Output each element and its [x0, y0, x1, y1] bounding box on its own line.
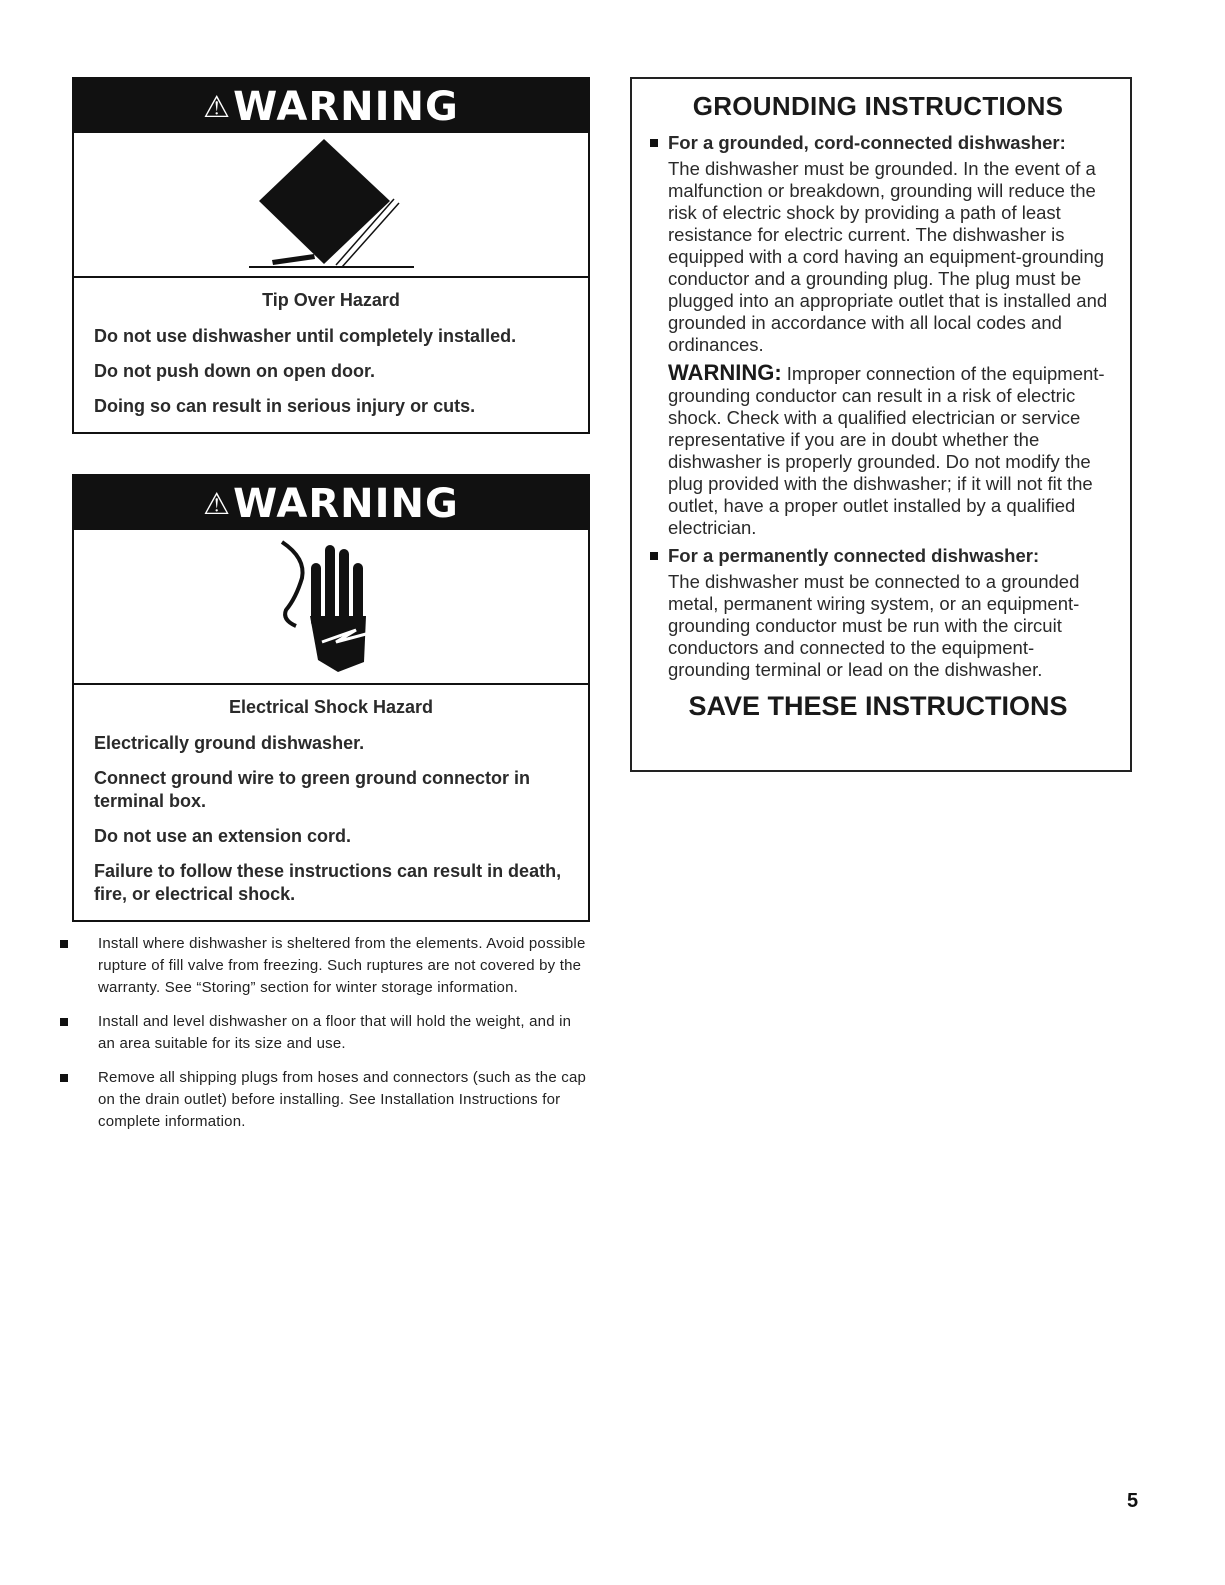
warning-label: WARNING: [668, 360, 782, 385]
warning-triangle-icon: ⚠ [203, 487, 232, 522]
electric-shock-hand-icon [74, 530, 588, 683]
warning-line: Doing so can result in serious injury or cuts. [94, 396, 476, 416]
warning-paragraph: WARNING: Improper connection of the equipment-grounding conductor can result in a risk of electric shock. Check with a qualified electrician or service representative if you are in doubt whether the dishwasher is properly grounded. Do not modify the plug provided with the dishwasher; if it will not fit the outlet, have a proper outlet installed by a qualified electrician. [668, 360, 1105, 538]
list-item: Install where dishwasher is sheltered from the elements. Avoid possible rupture of fill valve from freezing. Such ruptures are not covered by the warranty. See “Storing” section for winter storage information. [60, 933, 590, 999]
hazard-title: Tip Over Hazard [262, 290, 400, 310]
tip-over-graphic [74, 133, 588, 278]
list-item: Remove all shipping plugs from hoses and connectors (such as the cap on the drain outlet) before installing. See Installation Instructions for complete information. [60, 1067, 590, 1133]
section-body: The dishwasher must be connected to a grounded metal, permanent wiring system, or an equipment-grounding conductor must be run with the circuit conductors and connected to the equipment-grounding terminal or lead on the dishwasher. [668, 571, 1080, 680]
warning-line: Electrically ground dishwasher. [94, 733, 365, 753]
electrical-shock-warning-box [72, 474, 590, 922]
list-item: Install and level dishwasher on a floor that will hold the weight, and in an area suitable for its size and use. [60, 1011, 590, 1055]
save-instructions-label: SAVE THESE INSTRUCTIONS [688, 691, 1068, 721]
grounding-instructions-box [630, 77, 1132, 772]
bullet-square-icon [60, 1074, 68, 1082]
warning-line: Do not use dishwasher until completely installed. [94, 326, 517, 346]
warning-header: ⚠WARNING [74, 79, 588, 133]
page-number: 5 [1127, 1490, 1139, 1512]
grounding-title: GROUNDING INSTRUCTIONS [692, 91, 1064, 121]
tip-over-dishwasher-icon [74, 133, 588, 276]
warning-header: ⚠WARNING [74, 476, 588, 530]
bullet-square-icon [60, 940, 68, 948]
bullet-square-icon [650, 552, 658, 560]
electric-shock-graphic [74, 530, 588, 685]
warning-line: Do not push down on open door. [94, 361, 375, 381]
tip-over-text [74, 278, 588, 432]
hazard-title: Electrical Shock Hazard [228, 697, 434, 717]
tip-over-warning-box [72, 77, 590, 434]
bullet-square-icon [60, 1018, 68, 1026]
electric-shock-text [74, 685, 588, 920]
bullet-square-icon [650, 139, 658, 147]
installation-bullets [60, 933, 590, 1145]
section-heading: For a grounded, cord-connected dishwasher: [646, 132, 1110, 154]
warning-line: Connect ground wire to green ground connector in terminal box. [94, 768, 530, 811]
warning-triangle-icon: ⚠ [203, 90, 232, 125]
section-body: The dishwasher must be grounded. In the event of a malfunction or breakdown, grounding will reduce the risk of electric shock by providing a path of least resistance for electric current. The dishwasher is equipped with a cord having an equipment-grounding conductor and a grounding plug. The plug must be plugged into an appropriate outlet that is installed and grounded in accordance with all local codes and ordinances. [668, 158, 1108, 355]
warning-line: Do not use an extension cord. [94, 826, 352, 846]
warning-line: Failure to follow these instructions can result in death, fire, or electrical shock. [94, 861, 562, 904]
section-heading: For a permanently connected dishwasher: [646, 545, 1110, 567]
